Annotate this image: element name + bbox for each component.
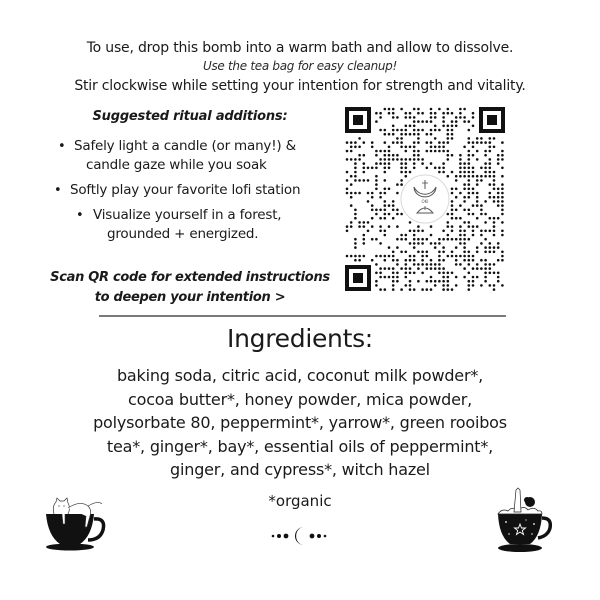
ingredients-line: polysorbate 80, peppermint*, yarrow*, green rooibos — [93, 413, 507, 432]
ritual-item-text-cont: grounded + energized. — [107, 226, 259, 242]
ingredients-line: tea*, ginger*, bay*, essential oils of peppermint*, — [106, 436, 494, 456]
ritual-item — [40, 206, 340, 244]
ingredients-list — [60, 364, 540, 482]
scan-line-2: to deepen your intention > — [94, 290, 286, 305]
bullet-icon: • — [58, 139, 66, 154]
scan-line-1: Scan QR code for extended instructions — [50, 270, 330, 285]
bullet-icon: • — [54, 183, 62, 198]
ritual-list — [40, 137, 340, 244]
section-divider — [99, 315, 506, 317]
qr-code[interactable] — [345, 107, 505, 293]
ritual-heading: Suggested ritual additions: — [92, 109, 288, 124]
qr-finder-top-right — [479, 107, 505, 133]
ritual-item-text: Safely light a candle (or many!) & — [74, 138, 296, 154]
ritual-item-text: Softly play your favorite lofi station — [70, 182, 301, 198]
qr-code-icon — [345, 107, 505, 293]
ritual-item — [40, 181, 340, 200]
qr-finder-bottom-left — [345, 265, 371, 291]
ingredients-line: ginger, and cypress*, witch hazel — [170, 460, 430, 479]
ritual-section — [40, 107, 340, 250]
ingredients-title: Ingredients: — [227, 324, 373, 353]
starry-teacup-icon — [494, 484, 554, 556]
moon-dots-divider-icon — [268, 524, 332, 548]
organic-footnote: *organic — [268, 492, 332, 510]
qr-finder-top-left — [345, 107, 371, 133]
usage-line-1: To use, drop this bomb into a warm bath and allow to dissolve. — [86, 40, 514, 56]
bullet-icon: • — [76, 208, 84, 223]
ritual-item-text-cont: candle gaze while you soak — [86, 157, 267, 173]
usage-instructions — [0, 38, 600, 97]
ingredients-line: cocoa butter*, honey powder, mica powder, — [128, 389, 472, 409]
ritual-item-text: Visualize yourself in a forest, — [93, 207, 282, 223]
svg-text:OKI: OKI — [421, 199, 429, 204]
scan-qr-prompt — [40, 268, 340, 308]
cat-teacup-icon — [40, 494, 110, 556]
ritual-item — [40, 137, 340, 175]
usage-line-3: Stir clockwise while setting your intention for strength and vitality. — [74, 78, 526, 94]
moon-chalice-icon — [401, 175, 449, 223]
ingredients-line: baking soda, citric acid, coconut milk powder*, — [116, 366, 484, 385]
usage-line-2: Use the tea bag for easy cleanup! — [202, 59, 398, 73]
